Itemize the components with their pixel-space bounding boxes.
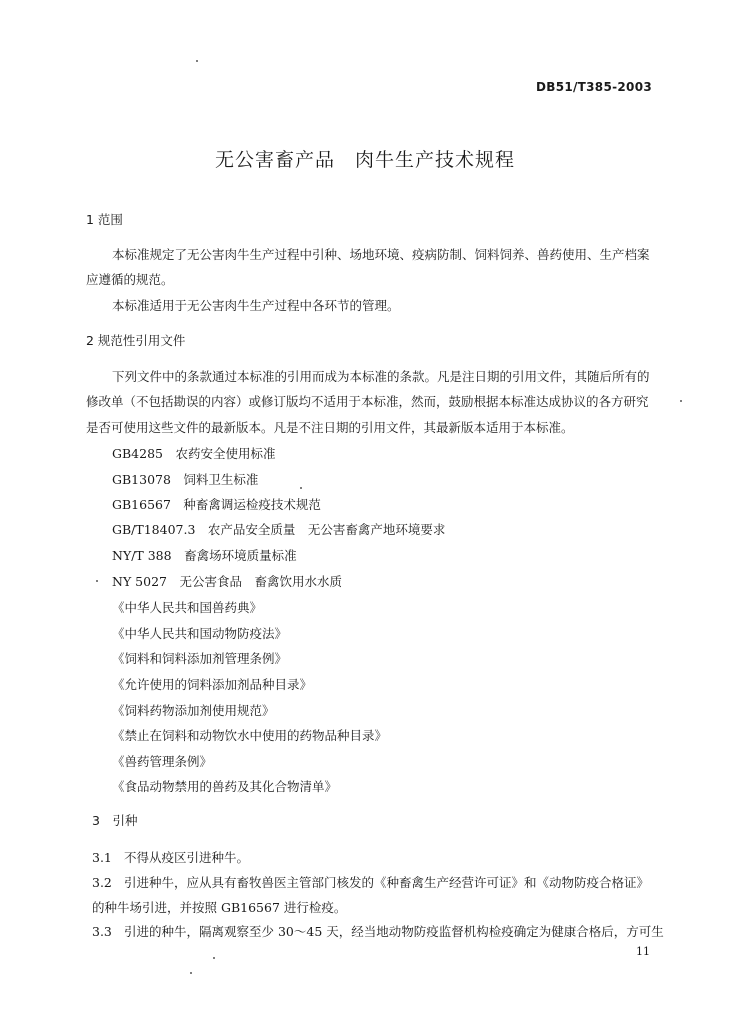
reference-item: GB4285 农药安全使用标准 xyxy=(112,446,276,461)
section-heading-scope: 1 范围 xyxy=(86,212,123,227)
clause-text: 引进的种牛，隔离观察至少 30～45 天，经当地动物防疫监督机构检疫确定为健康合格后，方可生 xyxy=(124,924,664,939)
scope-paragraph-line: 本标准适用于无公害肉牛生产过程中各环节的管理。 xyxy=(112,298,400,313)
scope-paragraph-line: 应遵循的规范。 xyxy=(86,272,174,287)
clause-number: 3.1 xyxy=(92,850,112,865)
clause-number: 3.3 xyxy=(92,924,112,939)
scan-speck xyxy=(96,580,98,582)
reference-item: 《禁止在饲料和动物饮水中使用的药物品种目录》 xyxy=(112,728,388,743)
section-heading-normative-references: 2 规范性引用文件 xyxy=(86,333,186,348)
references-paragraph-line: 是否可使用这些文件的最新版本。凡是不注日期的引用文件，其最新版本适用于本标准。 xyxy=(86,420,574,435)
reference-item: GB16567 种畜禽调运检疫技术规范 xyxy=(112,497,321,512)
scan-speck xyxy=(300,487,302,489)
reference-item: 《饲料和饲料添加剂管理条例》 xyxy=(112,651,288,666)
scan-speck xyxy=(190,972,192,974)
references-paragraph-line: 下列文件中的条款通过本标准的引用而成为本标准的条款。凡是注日期的引用文件，其随后所有的 xyxy=(112,369,650,384)
reference-item: 《中华人民共和国兽药典》 xyxy=(112,600,263,615)
section-heading-introduction-of-breeds: 3 引种 xyxy=(92,813,138,828)
reference-item: NY 5027 无公害食品 畜禽饮用水水质 xyxy=(112,574,342,589)
reference-item: 《饲料药物添加剂使用规范》 xyxy=(112,703,275,718)
references-paragraph-line: 修改单（不包括勘误的内容）或修订版均不适用于本标准，然而，鼓励根据本标准达成协议的各方研究 xyxy=(86,394,649,409)
standard-code: DB51/T385-2003 xyxy=(535,80,652,94)
page-title: 无公害畜产品 肉牛生产技术规程 xyxy=(214,149,515,171)
clause-text: 的种牛场引进，并按照 GB16567 进行检疫。 xyxy=(92,900,347,915)
reference-item: 《食品动物禁用的兽药及其化合物清单》 xyxy=(112,779,338,794)
reference-item: GB13078 饲料卫生标准 xyxy=(112,472,259,487)
reference-item: 《允许使用的饲料添加剂品种目录》 xyxy=(112,677,313,692)
scope-paragraph-line: 本标准规定了无公害肉牛生产过程中引种、场地环境、疫病防制、饲料饲养、兽药使用、生产档案 xyxy=(112,247,650,262)
clause-number: 3.2 xyxy=(92,875,112,890)
scan-speck xyxy=(213,957,215,959)
clause-text: 引进种牛，应从具有畜牧兽医主管部门核发的《种畜禽生产经营许可证》和《动物防疫合格证》 xyxy=(124,875,650,890)
reference-item: NY/T 388 畜禽场环境质量标准 xyxy=(112,548,297,563)
scan-speck xyxy=(196,60,198,62)
page-number: 11 xyxy=(636,945,650,958)
scan-speck xyxy=(680,400,682,402)
clause-text: 不得从疫区引进种牛。 xyxy=(124,850,250,865)
reference-item: GB/T18407.3 农产品安全质量 无公害畜禽产地环境要求 xyxy=(112,522,446,537)
reference-item: 《中华人民共和国动物防疫法》 xyxy=(112,626,288,641)
reference-item: 《兽药管理条例》 xyxy=(112,754,213,769)
